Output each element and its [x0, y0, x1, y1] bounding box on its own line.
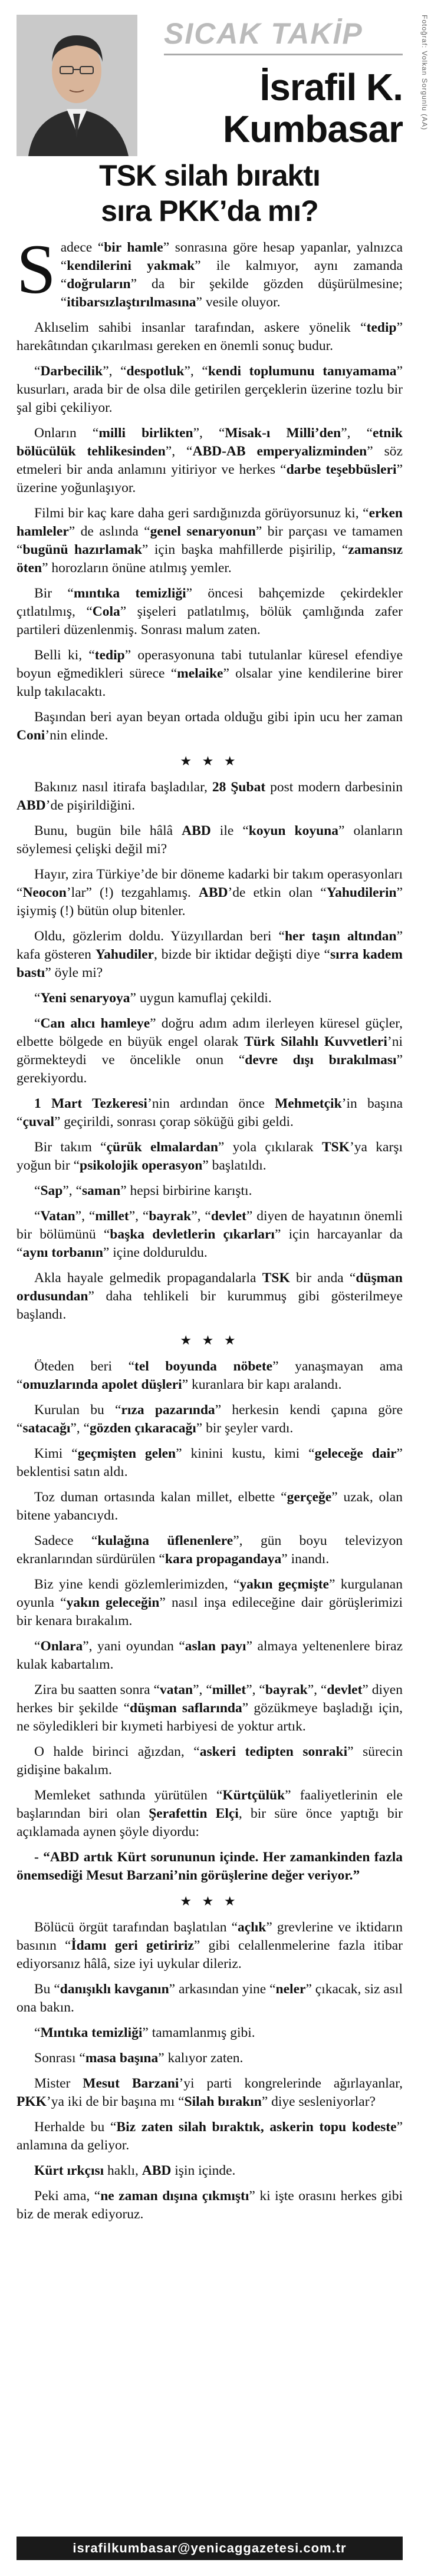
text-run: “ [34, 1639, 41, 1654]
text-run: ’de pişirildiğini. [45, 798, 136, 813]
article-body [17, 230, 403, 2525]
bold-phrase: Kürtçülük [222, 1788, 285, 1803]
bold-phrase: devlet [210, 1208, 246, 1224]
article-paragraph [17, 2118, 403, 2155]
bold-phrase: Biz zaten silah bıraktık, askerin topu kodeste [116, 2119, 397, 2135]
article-paragraph [17, 1015, 403, 1088]
bold-phrase: Mehmetçik [275, 1096, 342, 1111]
text-run: ” gerekiyordu. [17, 1052, 403, 1086]
text-run: ” kuranlara bir kapı aralandı. [182, 1377, 342, 1392]
headline-line-2: sıra PKK’da mı? [101, 194, 318, 227]
bold-phrase: bayrak [149, 1208, 192, 1224]
text-run: Kimi “ [34, 1446, 78, 1461]
article-paragraph [17, 2075, 403, 2111]
bold-phrase: ABD-AB emperyalizminden [192, 444, 367, 459]
bold-phrase: ne zaman dışına çıkmıştı [100, 2188, 249, 2204]
text-run: Akla hayale gelmedik propagandalarla [34, 1270, 262, 1286]
article-paragraph [17, 1401, 403, 1438]
article-paragraph [17, 1532, 403, 1568]
article-paragraph [17, 1269, 403, 1324]
text-run: ” geçirildi, sonrası çorap söküğü gibi geldi. [54, 1114, 294, 1130]
text-run: Bunu, bugün bile hâlâ [34, 823, 182, 838]
bold-phrase: TSK [262, 1270, 290, 1286]
bold-phrase: neler [275, 1981, 306, 1997]
text-run: ” sonrasına göre hesap yapanlar, yalnızca “ [60, 240, 403, 273]
section-divider-stars: ★ ★ ★ [180, 1333, 239, 1348]
text-run: ”, “ [165, 444, 193, 459]
bold-phrase: genel senaryonun [150, 524, 256, 539]
bold-phrase: çürük elmalardan [106, 1140, 218, 1155]
article-paragraph [17, 1848, 403, 1885]
text-run: ’ya iki de bir başına mı “ [46, 2094, 185, 2109]
text-run: ” çıkacak, siz asıl ona bakın. [17, 1981, 403, 2015]
text-run: Bir takım “ [34, 1140, 107, 1155]
bold-phrase: askeri tedipten sonraki [199, 1744, 348, 1759]
bold-phrase: kendi toplumunu tanıyamama [208, 364, 397, 379]
article-paragraph [17, 822, 403, 858]
photo-credit: Fotoğraf: Volkan Sorgunlu (AA) [420, 15, 429, 131]
bold-phrase: bir hamle [104, 240, 163, 255]
text-run: ’nin ardından önce [147, 1096, 275, 1111]
text-run: ”, “ [246, 1682, 265, 1697]
bold-phrase: darbe teşebbüsleri [286, 462, 397, 477]
text-run: Bakınız nasıl itirafa başladılar, [34, 780, 212, 795]
text-run: ” faaliyetlerinin ele başlarından biri olan [17, 1788, 403, 1821]
bold-phrase: düşman saflarında [130, 1700, 242, 1716]
article-paragraph [17, 1095, 403, 1131]
text-run: ’nin elinde. [45, 728, 108, 743]
bold-phrase: TSK [321, 1140, 350, 1155]
text-run: ” ile kalmıyor, aynı zamanda “ [60, 258, 403, 292]
text-run: post modern darbesinin [265, 780, 403, 795]
bold-phrase: Can alıcı hamleye [40, 1016, 150, 1031]
text-run: ile “ [210, 823, 249, 838]
bold-phrase: tedip [366, 320, 397, 335]
text-run: “ [34, 1183, 41, 1198]
text-run: işin içinde. [171, 2163, 236, 2178]
text-run: Filmi bir kaç kare daha geri sardığınızda görüyorsunuz ki, “ [34, 506, 369, 521]
text-run: Aklıselim sahibi insanlar tarafından, askere yönelik “ [34, 320, 367, 335]
text-run: ” sürecin gidişine bakalım. [17, 1744, 403, 1778]
text-run: ” nasıl inşa edileceğine dair görüşlerimizi bir kenara bırakalım. [17, 1595, 403, 1629]
bold-phrase: yakın geçmişte [239, 1577, 329, 1592]
bold-phrase: Türk Silahlı Kuvvetleri [244, 1034, 387, 1049]
text-run: ” şişeleri patlatılmış, bölük çamlığında zafer partileri düzenlenmiş. Sonrası malum zaten. [17, 604, 403, 638]
bold-phrase: yakın geleceğin [66, 1595, 160, 1610]
bold-phrase: PKK [17, 2094, 47, 2109]
author-portrait-icon [17, 15, 137, 156]
bold-phrase: devlet [327, 1682, 363, 1697]
bold-phrase: koyun koyuna [248, 823, 338, 838]
article-paragraph [17, 1576, 403, 1630]
bold-phrase: Darbecilik [40, 364, 103, 379]
text-run: ” diyen herkes bir şekilde “ [17, 1682, 403, 1716]
text-run: ” horozların önüne atılmış yemler. [42, 560, 232, 576]
bold-phrase: bugünü hazırlamak [22, 542, 142, 557]
bold-phrase: zamansız öten [17, 542, 403, 576]
text-run: “ [34, 2025, 41, 2040]
text-run: ” içine dolduruldu. [103, 1245, 208, 1260]
bold-phrase: ABD [142, 2163, 172, 2178]
bold-phrase: Kürt ırkçısı [34, 2163, 104, 2178]
author-last-name: Kumbasar [223, 108, 403, 150]
bold-phrase: geçmişten gelen [77, 1446, 176, 1461]
bold-phrase: geleceğe dair [314, 1446, 397, 1461]
bold-phrase: Silah bırakın [184, 2094, 262, 2109]
bold-phrase: kara propagandaya [164, 1551, 282, 1567]
article-paragraph [17, 1445, 403, 1481]
text-run: ’ni görmekteydi ve öncelikle onun “ [17, 1034, 403, 1068]
bold-phrase: psikolojik operasyon [80, 1158, 203, 1173]
bold-phrase: - “ABD artık Kürt sorununun içinde. Her zamankinden fazla önemsediği Mesut Barzani’nin görüşlerine değer veriyor.” [17, 1850, 403, 1883]
text-run: ” için başka mahfillerde pişirilip, “ [142, 542, 348, 557]
text-run: ” söz etmeleri bir anda anlamını yitiriyor ve herkes “ [17, 444, 403, 477]
text-run: , bir süre önce yaptığı bir açıklamada aynen şöyle diyordu: [17, 1806, 403, 1839]
text-run: ” yanaşmayan ama “ [17, 1359, 403, 1392]
bold-phrase: tedip [94, 648, 125, 663]
article-paragraph [17, 319, 403, 355]
text-run: Başından beri ayan beyan ortada olduğu gibi ipin ucu her zaman [34, 709, 403, 725]
column-kicker: SICAK TAKİP [164, 17, 363, 50]
bold-phrase: Vatan [40, 1208, 75, 1224]
text-run: ” gözükmeye başladığı için, ne söyledikleri bir kıymeti harbiyesi de yoktur artık. [17, 1700, 403, 1734]
article-paragraph [17, 927, 403, 982]
bold-phrase: erken hamleler [17, 506, 403, 539]
bold-phrase: başka devletlerin çıkarları [110, 1227, 275, 1242]
article-paragraph [17, 504, 403, 577]
bold-phrase: satacağı [22, 1421, 71, 1436]
article-paragraph [17, 1182, 403, 1200]
text-run: ” olsalar yine kendilerine birer kulp takılacaktı. [17, 666, 403, 699]
text-run: ”, yani oyundan “ [83, 1639, 185, 1654]
text-run: haklı, [104, 2163, 142, 2178]
text-run: ’in başına “ [17, 1096, 403, 1130]
bold-phrase: kendilerini yakmak [67, 258, 195, 273]
text-run: ” için harcayanlar da “ [17, 1227, 403, 1260]
bold-phrase: bayrak [265, 1682, 308, 1697]
bold-phrase: milli birlikten [98, 425, 193, 441]
author-email-footer: israfilkumbasar@yenicaggazetesi.com.tr [17, 2537, 403, 2560]
text-run: Belli ki, “ [34, 648, 95, 663]
text-run: ” kurgulanan oyunla “ [17, 1577, 403, 1610]
text-run: ” başlatıldı. [202, 1158, 267, 1173]
author-first-name: İsrafil K. [259, 66, 403, 108]
text-run: Öteden beri “ [34, 1359, 135, 1374]
bold-phrase: Coni [17, 728, 45, 743]
article-paragraph [17, 2162, 403, 2180]
text-run: ” diye sesleniyorlar? [261, 2094, 376, 2109]
bold-phrase: Yeni senaryoya [40, 990, 130, 1006]
text-run: ”, “ [103, 364, 127, 379]
text-run: ’de etkin olan “ [228, 885, 327, 900]
text-run: ” kusurları, arada bir de olsa dile getirilen gerçeklerin üzerine tozlu bir şal gibi çekiliyor. [17, 364, 403, 415]
text-run: ” uygun kamuflaj çekildi. [130, 990, 272, 1006]
article-paragraph [17, 2024, 403, 2042]
text-run: Hayır, zira Türkiye’de bir döneme kadarki bir takım operasyonları “ [17, 867, 403, 900]
text-run: ” herkesin kendi çapına göre “ [17, 1402, 403, 1436]
text-run: ” ki işte orasını herkes gibi biz de merak ediyoruz. [17, 2188, 403, 2222]
bold-phrase: ABD [198, 885, 228, 900]
article-paragraph [17, 1358, 403, 1394]
text-run: ” da bir şekilde gözden düşürülmesine; “ [60, 276, 403, 310]
article-paragraph [17, 1743, 403, 1779]
text-run: “ [34, 990, 41, 1006]
text-run: ” yola çıkılarak [218, 1140, 322, 1155]
headline-line-1: TSK silah bıraktı [99, 159, 320, 192]
bold-phrase: Neocon [22, 885, 67, 900]
drop-cap: S [17, 230, 56, 308]
section-divider-stars: ★ ★ ★ [180, 1894, 239, 1908]
text-run: ” vesile oluyor. [196, 295, 281, 310]
bold-phrase: her taşın altından [284, 929, 397, 944]
bold-phrase: kulağına üflenenlere [97, 1533, 233, 1548]
article-paragraph [17, 1207, 403, 1262]
text-run: Oldu, gözlerim doldu. Yüzyıllardan beri “ [34, 929, 285, 944]
article-paragraph [17, 1637, 403, 1674]
text-run: Mister [34, 2076, 83, 2091]
article-paragraph [17, 1918, 403, 1973]
bold-phrase: Şerafettin Elçi [149, 1806, 239, 1821]
text-run: ” gibi celallenmelerine fazla itibar ediyorsanız hâlâ, size iyi uykular dileriz. [17, 1938, 403, 1971]
text-run: ” işiymiş (!) bütün olup bitenler. [17, 885, 403, 919]
text-run: ”, “ [193, 1682, 212, 1697]
bold-phrase: devre dışı bırakılması [245, 1052, 397, 1068]
text-run: ” bir şeyler vardı. [196, 1421, 294, 1436]
text-run: O halde birinci ağızdan, “ [34, 1744, 200, 1759]
bold-phrase: Mesut Barzani [83, 2076, 179, 2091]
text-run: ” kinini kustu, kimi “ [176, 1446, 315, 1461]
article-paragraph [17, 1681, 403, 1736]
text-run: Herhalde bu “ [34, 2119, 117, 2135]
bold-phrase: açlık [238, 1920, 267, 1935]
text-run: Peki ama, “ [34, 2188, 101, 2204]
text-run: ’lar” (!) tezgahlamış. [66, 885, 199, 900]
text-run: ” beklentisi satın aldı. [17, 1446, 403, 1479]
text-run: adece “ [60, 240, 104, 255]
text-run: ” öncesi bahçemizde çekirdekler çıtlatılmış, “ [17, 586, 403, 619]
bold-phrase: itibarsızlaştırılmasına [67, 295, 196, 310]
article-paragraph [17, 1980, 403, 2017]
bold-phrase: saman [81, 1183, 121, 1198]
text-run: ” operasyonuna tabi tutulanlar küresel efendiye boyun eğmedikleri sürece “ [17, 648, 403, 681]
text-run: Toz duman ortasında kalan millet, elbette “ [34, 1490, 287, 1505]
section-divider-stars: ★ ★ ★ [180, 754, 239, 768]
article-paragraph [17, 866, 403, 920]
text-run: ”, gün boyu televizyon ekranlarından sürdürülen “ [17, 1533, 403, 1567]
text-run: ” kafa gösteren [17, 929, 403, 962]
bold-phrase: rıza pazarında [121, 1402, 215, 1418]
bold-phrase: vatan [159, 1682, 193, 1697]
bold-phrase: millet [95, 1208, 129, 1224]
bold-phrase: masa başına [85, 2050, 159, 2066]
bold-phrase: Onlara [40, 1639, 83, 1654]
bold-phrase: etnik bölücülük tehlikesinden [17, 425, 403, 459]
bold-phrase: mıntıka temizliği [73, 586, 186, 601]
article-paragraph [17, 1786, 403, 1841]
text-run: ” grevlerine ve iktidarın basının “ [17, 1920, 403, 1953]
text-run: ”, “ [70, 1421, 90, 1436]
text-run: Bölücü örgüt tarafından başlatılan “ [34, 1920, 238, 1935]
bold-phrase: danışıklı kavganın [60, 1981, 169, 1997]
bold-phrase: sırra kadem bastı [17, 947, 403, 980]
bold-phrase: melaike [177, 666, 223, 681]
article-headline [17, 158, 403, 229]
article-paragraph [17, 778, 403, 815]
article-paragraph [17, 646, 403, 701]
bold-phrase: İdamı geri getiririz [71, 1938, 194, 1953]
bold-phrase: aslan payı [185, 1639, 246, 1654]
text-run: ” inandı. [281, 1551, 330, 1567]
text-run: ’ya karşı yoğun bir “ [17, 1140, 403, 1173]
text-run: “ [34, 364, 41, 379]
text-run: ” anlamına da geliyor. [17, 2119, 403, 2153]
text-run: ” de aslında “ [68, 524, 150, 539]
article-paragraph [17, 362, 403, 417]
bold-phrase: millet [212, 1682, 246, 1697]
article-paragraph [17, 424, 403, 497]
text-run: Zira bu saatten sonra “ [34, 1682, 160, 1697]
bold-phrase: Mıntıka temizliği [40, 2025, 143, 2040]
bold-phrase: gözden çıkaracağı [90, 1421, 196, 1436]
text-run: ” doğru adım adım ilerleyen küresel güçler, elbette bölgede en büyük engel olarak [17, 1016, 403, 1049]
bold-phrase: despotluk [126, 364, 185, 379]
bold-phrase: Misak-ı Milli’den [225, 425, 341, 441]
text-run: ”, “ [129, 1208, 149, 1224]
bold-phrase: doğruların [67, 276, 131, 292]
text-run: Kurulan bu “ [34, 1402, 121, 1418]
bold-phrase: Sap [40, 1183, 63, 1198]
bold-phrase: Yahudiler [95, 947, 154, 962]
text-run: ’yi parti kongrelerinde ağırlayanlar, [179, 2076, 403, 2091]
bold-phrase: 28 Şubat [212, 780, 266, 795]
text-run: ”, “ [75, 1208, 96, 1224]
bold-phrase: çuval [22, 1114, 54, 1130]
text-run: ” harekâtından çıkarılması gereken en önemli sonuç budur. [17, 320, 403, 354]
text-run: ”, “ [62, 1183, 82, 1198]
author-photo [17, 15, 137, 156]
text-run: , bizde bir iktidar değişti diye “ [154, 947, 330, 962]
text-run: Bir “ [34, 586, 74, 601]
text-run: ”, “ [341, 425, 373, 441]
bold-phrase: ABD [17, 798, 46, 813]
text-run: ”, “ [307, 1682, 327, 1697]
text-run: ” bir parçası ve tamamen “ [17, 524, 403, 557]
text-run: Bu “ [34, 1981, 60, 1997]
bold-phrase: ABD [182, 823, 211, 838]
article-paragraph [17, 989, 403, 1008]
article-paragraph [17, 1488, 403, 1525]
kicker-rule [164, 54, 403, 55]
text-run: ”, “ [184, 364, 208, 379]
text-run: ” üzerine yoğunlaşıyor. [17, 462, 403, 496]
text-run: ” daha tehlikeli bir kurummuş gibi gösterilmeye başlandı. [17, 1289, 403, 1322]
text-run: ”, “ [191, 1208, 211, 1224]
text-run: Onların “ [34, 425, 99, 441]
text-run: ” almaya yeltenenlere biraz kulak kabartalım. [17, 1639, 403, 1672]
bold-phrase: tel boyunda nöbete [134, 1359, 273, 1374]
bold-phrase: düşman ordusundan [17, 1270, 403, 1304]
bold-phrase: Cola [92, 604, 120, 619]
article-paragraph [17, 2049, 403, 2068]
bold-phrase: aynı torbanın [22, 1245, 103, 1260]
text-run: “ [34, 1208, 41, 1224]
article-paragraph [17, 584, 403, 639]
article-paragraph [17, 2187, 403, 2224]
bold-phrase: 1 Mart Tezkeresi [34, 1096, 147, 1111]
article-paragraph [17, 1138, 403, 1175]
text-run: ” tamamlanmış gibi. [142, 2025, 255, 2040]
text-run: ” uzak, olan bitene yabancıydı. [17, 1490, 403, 1523]
text-run: “ [34, 1016, 41, 1031]
bold-phrase: omuzlarında apolet düşleri [22, 1377, 182, 1392]
text-run: Memleket sathında yürütülen “ [34, 1788, 223, 1803]
text-run: Sonrası “ [34, 2050, 85, 2066]
bold-phrase: gerçeğe [287, 1490, 332, 1505]
article-paragraph [17, 708, 403, 745]
text-run: bir anda “ [289, 1270, 356, 1286]
text-run: ” olanların söylemesi çelişki değil mi? [17, 823, 403, 857]
text-run: ” kalıyor zaten. [158, 2050, 244, 2066]
text-run: ” öyle mi? [45, 965, 103, 980]
bold-phrase: Yahudilerin [326, 885, 397, 900]
text-run: ” hepsi birbirine karıştı. [120, 1183, 252, 1198]
text-run: ” diyen de hayatının önemli bir bölümünü “ [17, 1208, 403, 1242]
text-run: Sadece “ [34, 1533, 98, 1548]
text-run: ”, “ [193, 425, 225, 441]
text-run: ” arkasından yine “ [169, 1981, 276, 1997]
text-run: Biz yine kendi gözlemlerimizden, “ [34, 1577, 240, 1592]
article-paragraph [17, 230, 403, 312]
